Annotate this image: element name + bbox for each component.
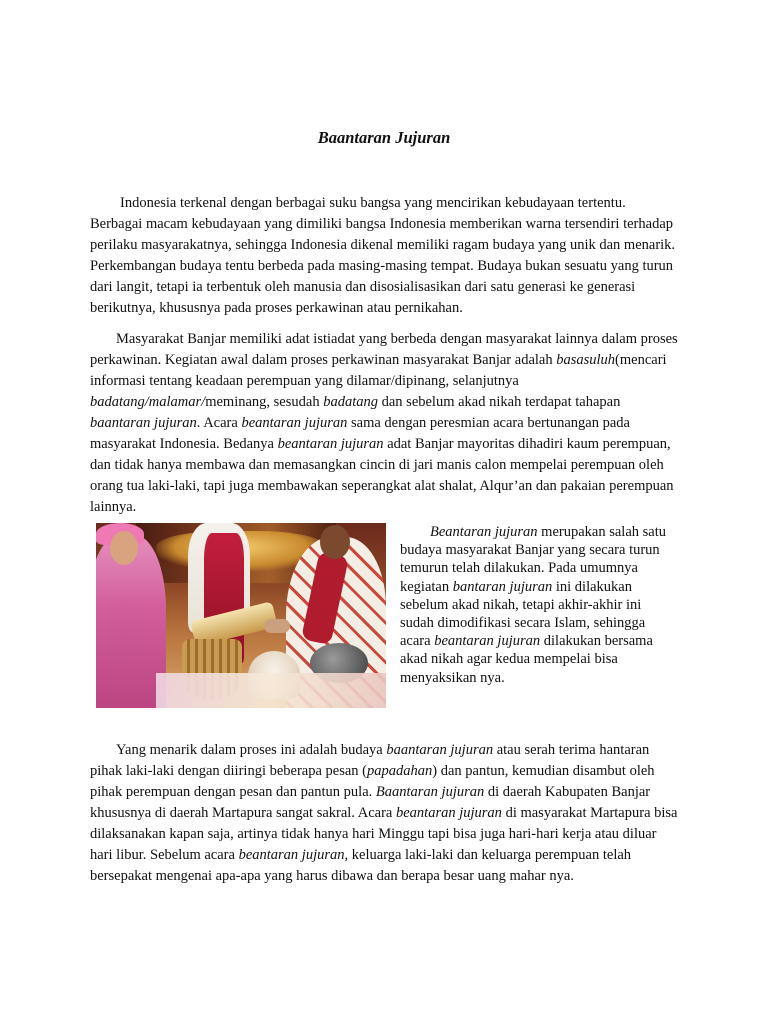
italic-term: badatang/malamar/ xyxy=(90,394,206,410)
italic-term: Beantaran jujuran xyxy=(430,524,538,540)
text-run: di daerah Kabupaten Banjar khususnya di daerah Martapura sangat sakral. Acara xyxy=(90,784,651,821)
text-run: ini dilakukan sebelum akad nikah, tetapi akhir-akhir ini sudah dimodifikasi secara Islam, sehingga acara xyxy=(400,578,646,650)
paragraph-intro xyxy=(90,193,678,319)
italic-term: beantaran jujuran xyxy=(396,805,502,821)
italic-term: baantaran jujuran xyxy=(386,742,494,758)
italic-term: basasuluh xyxy=(556,352,616,368)
text-run: sama dengan peresmian acara bertunangan pada masyarakat Indonesia. Bedanya xyxy=(90,415,630,452)
text-run: dilakukan bersama akad nikah agar kedua mempelai bisa menyaksikan nya. xyxy=(400,633,653,686)
text-run: . Acara xyxy=(196,415,242,431)
text-run: meminang, sesudah xyxy=(205,394,324,410)
wedding-ceremony-photo xyxy=(96,523,386,708)
text-run: keluarga laki-laki dan keluarga perempuan telah bersepakat mengenai apa-apa yang harus dibawa dan berapa besar uang mahar nya. xyxy=(90,847,632,884)
italic-term: beantaran jujuran, xyxy=(238,847,349,863)
italic-term: beantaran jujuran xyxy=(277,436,384,452)
text-run: adat Banjar mayoritas dihadiri kaum perempuan, dan tidak hanya membawa dan memasangkan cincin di jari manis calon mempelai perempuan oleh orang tua laki-laki, tapi juga membawakan seperangkat alat shalat, Alqur’an dan pakaian perempuan lainnya. xyxy=(90,436,674,515)
paragraph-masyarakat-banjar xyxy=(90,329,678,518)
italic-term: papadahan xyxy=(367,763,433,779)
document-title: Baantaran Jujuran xyxy=(317,128,451,147)
italic-term: bantaran jujuran xyxy=(452,578,553,595)
paragraph-beside-photo xyxy=(400,523,668,687)
text-run: atau serah terima hantaran pihak laki-laki dengan diiringi beberapa pesan ( xyxy=(90,742,650,779)
text-run: di masyarakat Martapura bisa dilaksanakan kapan saja, artinya tidak hanya hari Minggu tapi bisa juga hari-hari kerja atau diluar hari libur. Sebelum acara xyxy=(90,805,678,863)
italic-term: beantaran jujuran xyxy=(241,415,348,431)
text-run: (mencari informasi tentang keadaan perempuan yang dilamar/dipinang, selanjutnya xyxy=(90,352,667,389)
text-run: ) dan pantun, kemudian disambut oleh pihak perempuan dengan pesan dan pantun pula. xyxy=(90,763,655,800)
text-run: Masyarakat Banjar memiliki adat istiadat yang berbeda dengan masyarakat lainnya dalam proses perkawinan. Kegiatan awal dalam proses perkawinan masyarakat Banjar adalah xyxy=(90,331,678,368)
italic-term: beantaran jujuran xyxy=(434,633,541,650)
paragraph-yang-menarik xyxy=(90,740,678,887)
text-run: Indonesia terkenal dengan berbagai suku bangsa yang mencirikan kebudayaan tertentu. Berbagai macam kebudayaan yang dimiliki bangsa Indonesia memberikan warna tersendiri terhadap perilaku masyarakatnya, sehingga Indonesia dikenal memiliki ragam budaya yang unik dan menarik. Perkembangan budaya tentu berbeda pada masing-masing tempat. Budaya bukan sesuatu yang turun dari langit, tetapi ia terbentuk oleh manusia dan disosialisasikan dari satu generasi ke generasi berikutnya, khususnya pada proses perkawinan atau pernikahan. xyxy=(90,195,676,316)
text-run: dan sebelum akad nikah terdapat tahapan xyxy=(377,394,621,410)
italic-term: Baantaran jujuran xyxy=(375,784,485,800)
text-run: Yang menarik dalam proses ini adalah budaya xyxy=(116,742,387,758)
italic-term: baantaran jujuran xyxy=(90,415,197,431)
italic-term: badatang xyxy=(323,394,378,410)
text-run: merupakan salah satu budaya masyarakat Banjar yang secara turun temurun telah dilakukan. Pada umumnya kegiatan xyxy=(400,524,666,595)
